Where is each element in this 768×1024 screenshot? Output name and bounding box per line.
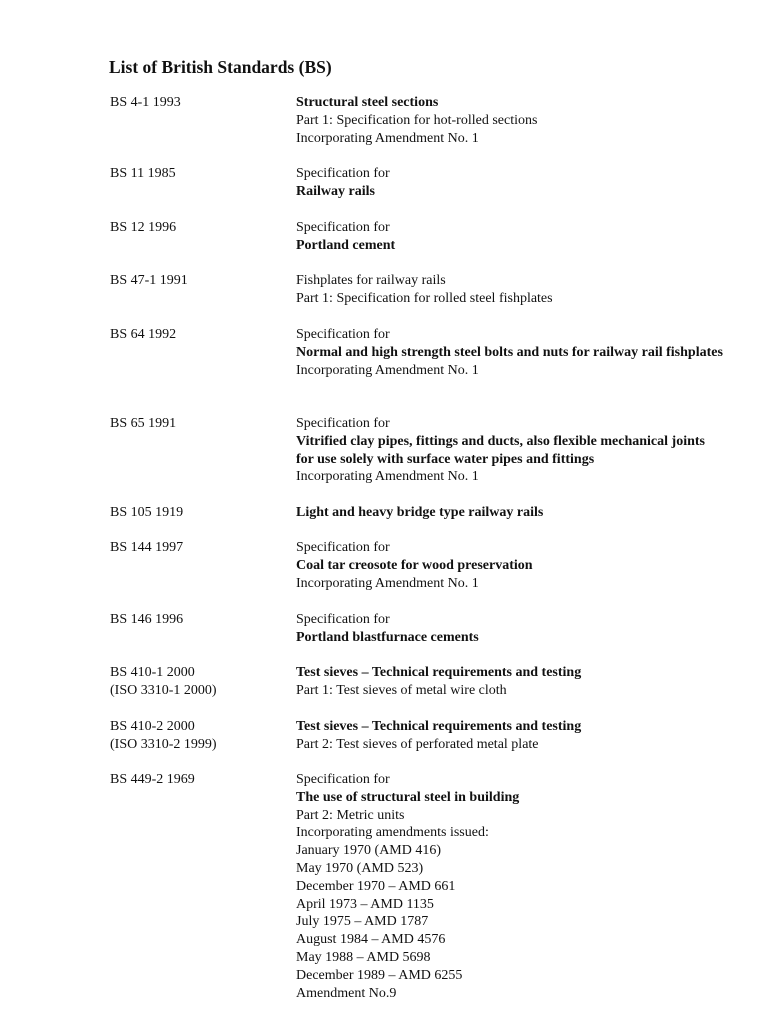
standard-code-line: BS 146 1996 [110, 612, 184, 627]
standard-detail: Specification for [296, 220, 390, 235]
standard-detail: December 1989 – AMD 6255 [296, 967, 463, 983]
standard-detail: August 1984 – AMD 4576 [296, 932, 446, 948]
standard-title: Coal tar creosote for wood preservation [296, 557, 533, 573]
standard-code-line: BS 12 1996 [110, 220, 177, 235]
standard-code-line: BS 64 1992 [110, 327, 177, 342]
standard-detail: Specification for [296, 772, 390, 787]
document-title: List of British Standards (BS) [109, 57, 332, 77]
standard-code-line: BS 410-2 2000 [110, 719, 195, 734]
standard-detail: Incorporating amendments issued: [296, 825, 489, 841]
standard-detail: July 1975 – AMD 1787 [296, 914, 429, 930]
standard-code [110, 272, 290, 290]
standard-description [296, 272, 726, 308]
standard-code-line: BS 11 1985 [110, 166, 176, 181]
standard-description [296, 539, 726, 592]
standard-detail: Part 1: Test sieves of metal wire cloth [296, 682, 507, 698]
standard-code [110, 539, 290, 557]
standard-title: Portland blastfurnace cements [296, 629, 479, 645]
standard-description [296, 718, 726, 754]
standard-description [296, 415, 726, 486]
standard-description [296, 219, 726, 255]
standard-code-line: BS 47-1 1991 [110, 273, 188, 288]
standard-detail: May 1988 – AMD 5698 [296, 949, 431, 965]
standard-code [110, 165, 290, 183]
standard-detail: April 1973 – AMD 1135 [296, 896, 434, 912]
standard-title: Test sieves – Technical requirements and testing [296, 665, 582, 680]
standard-code-line: BS 449-2 1969 [110, 772, 195, 787]
standard-code-line: BS 4-1 1993 [110, 95, 181, 110]
standard-code-line: BS 410-1 2000 [110, 665, 195, 680]
standard-code [110, 718, 290, 754]
standard-title: Portland cement [296, 237, 396, 253]
standard-detail: Incorporating Amendment No. 1 [296, 130, 479, 146]
standard-detail: Fishplates for railway rails [296, 273, 446, 288]
standard-code [110, 94, 290, 112]
standard-title: Light and heavy bridge type railway rails [296, 505, 544, 520]
standard-detail: Specification for [296, 416, 390, 431]
standard-code [110, 219, 290, 237]
standard-code [110, 415, 290, 433]
standard-code [110, 611, 290, 629]
standard-detail: Specification for [296, 540, 390, 555]
standard-detail: Part 1: Specification for rolled steel fishplates [296, 290, 553, 306]
standard-title: Structural steel sections [296, 95, 439, 110]
standard-detail: Incorporating Amendment No. 1 [296, 575, 479, 591]
standard-description [296, 664, 726, 700]
standard-detail: Specification for [296, 327, 390, 342]
standard-detail: Incorporating Amendment No. 1 [296, 469, 479, 485]
standard-description [296, 165, 726, 201]
standard-code [110, 664, 290, 700]
standard-code-line: (ISO 3310-2 1999) [110, 736, 217, 752]
standard-description [296, 326, 726, 379]
standard-code-line: (ISO 3310-1 2000) [110, 682, 217, 698]
standard-title: Test sieves – Technical requirements and testing [296, 719, 582, 734]
standard-detail: Specification for [296, 166, 390, 181]
standard-code-line: BS 105 1919 [110, 505, 184, 520]
standard-detail: May 1970 (AMD 523) [296, 860, 424, 876]
standard-detail: January 1970 (AMD 416) [296, 843, 442, 859]
standard-description [296, 504, 726, 522]
standard-detail: Amendment No.9 [296, 985, 397, 1001]
standard-title: Railway rails [296, 183, 375, 199]
standard-title: Vitrified clay pipes, fittings and ducts, also flexible mechanical joints for use solely with surface water pipes and fittings [296, 433, 705, 467]
standard-detail: December 1970 – AMD 661 [296, 878, 456, 894]
standard-detail: Specification for [296, 612, 390, 627]
standard-detail: Part 1: Specification for hot-rolled sections [296, 112, 538, 128]
standard-code-line: BS 65 1991 [110, 416, 177, 431]
standard-detail: Part 2: Test sieves of perforated metal plate [296, 736, 539, 752]
standard-detail: Incorporating Amendment No. 1 [296, 362, 479, 378]
standard-code [110, 771, 290, 789]
standard-code [110, 504, 290, 522]
standard-detail: Part 2: Metric units [296, 807, 405, 823]
standard-title: Normal and high strength steel bolts and nuts for railway rail fishplates [296, 344, 723, 360]
standard-description [296, 771, 726, 1002]
standard-description [296, 94, 726, 147]
standard-code-line: BS 144 1997 [110, 540, 184, 555]
standard-code [110, 326, 290, 344]
standard-title: The use of structural steel in building [296, 789, 520, 805]
standard-description [296, 611, 726, 647]
